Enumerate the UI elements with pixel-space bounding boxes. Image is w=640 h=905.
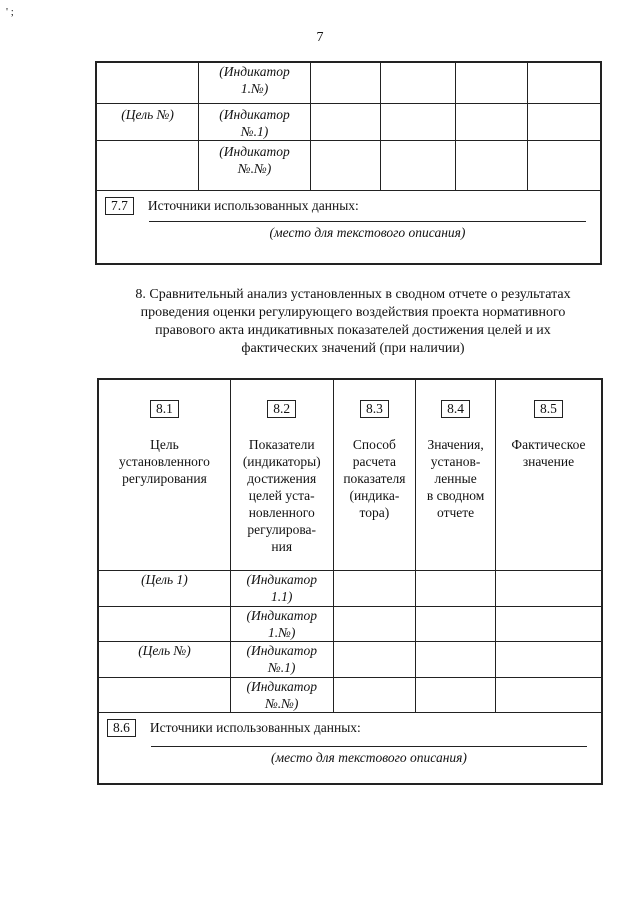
header-cell: 8.3 Способ расчета показателя (индика- тора) [333,379,416,570]
indicator-cell: (Индикатор №.№) [199,140,311,190]
table-row [98,641,602,677]
header-cell: 8.1 Цель установленного регулирования [98,379,230,570]
bottom-table [97,378,603,785]
header-cell: 8.4 Значения, установ- ленные в сводном отчете [416,379,496,570]
indicator-cell: (Индикатор 1.1) [230,570,333,606]
goal-cell [98,606,230,641]
table-row [96,103,601,140]
sources-row [96,190,601,264]
text-placeholder: (место для текстового описания) [271,749,467,765]
indicator-cell: (Индикатор 1.№) [199,62,311,103]
goal-cell [98,677,230,712]
sources-label: Источники использованных данных: [147,197,359,213]
corner-mark: ' ; [6,6,14,18]
table-row [96,62,601,103]
text-input-line[interactable] [151,746,587,747]
sources-row [98,712,602,784]
top-table [95,61,602,265]
section-number-box: 8.6 [107,719,136,737]
text-placeholder: (место для текстового описания) [269,224,466,240]
page-number: 7 [316,30,324,45]
header-row [98,379,602,570]
goal-cell: (Цель №) [98,641,230,677]
indicator-cell: (Индикатор №.№) [230,677,333,712]
header-cell: 8.2 Показатели (индикаторы) достижения целей уста- новленного регулирова- ния [230,379,333,570]
goal-cell [96,140,199,190]
table-row [96,140,601,190]
indicator-cell: (Индикатор №.1) [199,103,311,140]
section-8-heading: 8. Сравнительный анализ установленных в сводном отчете о результатах проведения оценки регулирующего воздействия проекта нормативного правового акта индикативных показателей достижения целей и их фактических значений (при наличии) [135,287,571,356]
indicator-cell: (Индикатор 1.№) [230,606,333,641]
text-input-line[interactable] [149,221,586,222]
table-row [98,606,602,641]
table-row [98,570,602,606]
header-cell: 8.5 Фактическое значение [495,379,602,570]
indicator-cell: (Индикатор №.1) [230,641,333,677]
goal-cell [96,62,199,103]
section-number-box: 7.7 [105,197,134,215]
goal-cell: (Цель №) [96,103,199,140]
sources-label: Источники использованных данных: [149,719,361,735]
table-row [98,677,602,712]
goal-cell: (Цель 1) [98,570,230,606]
